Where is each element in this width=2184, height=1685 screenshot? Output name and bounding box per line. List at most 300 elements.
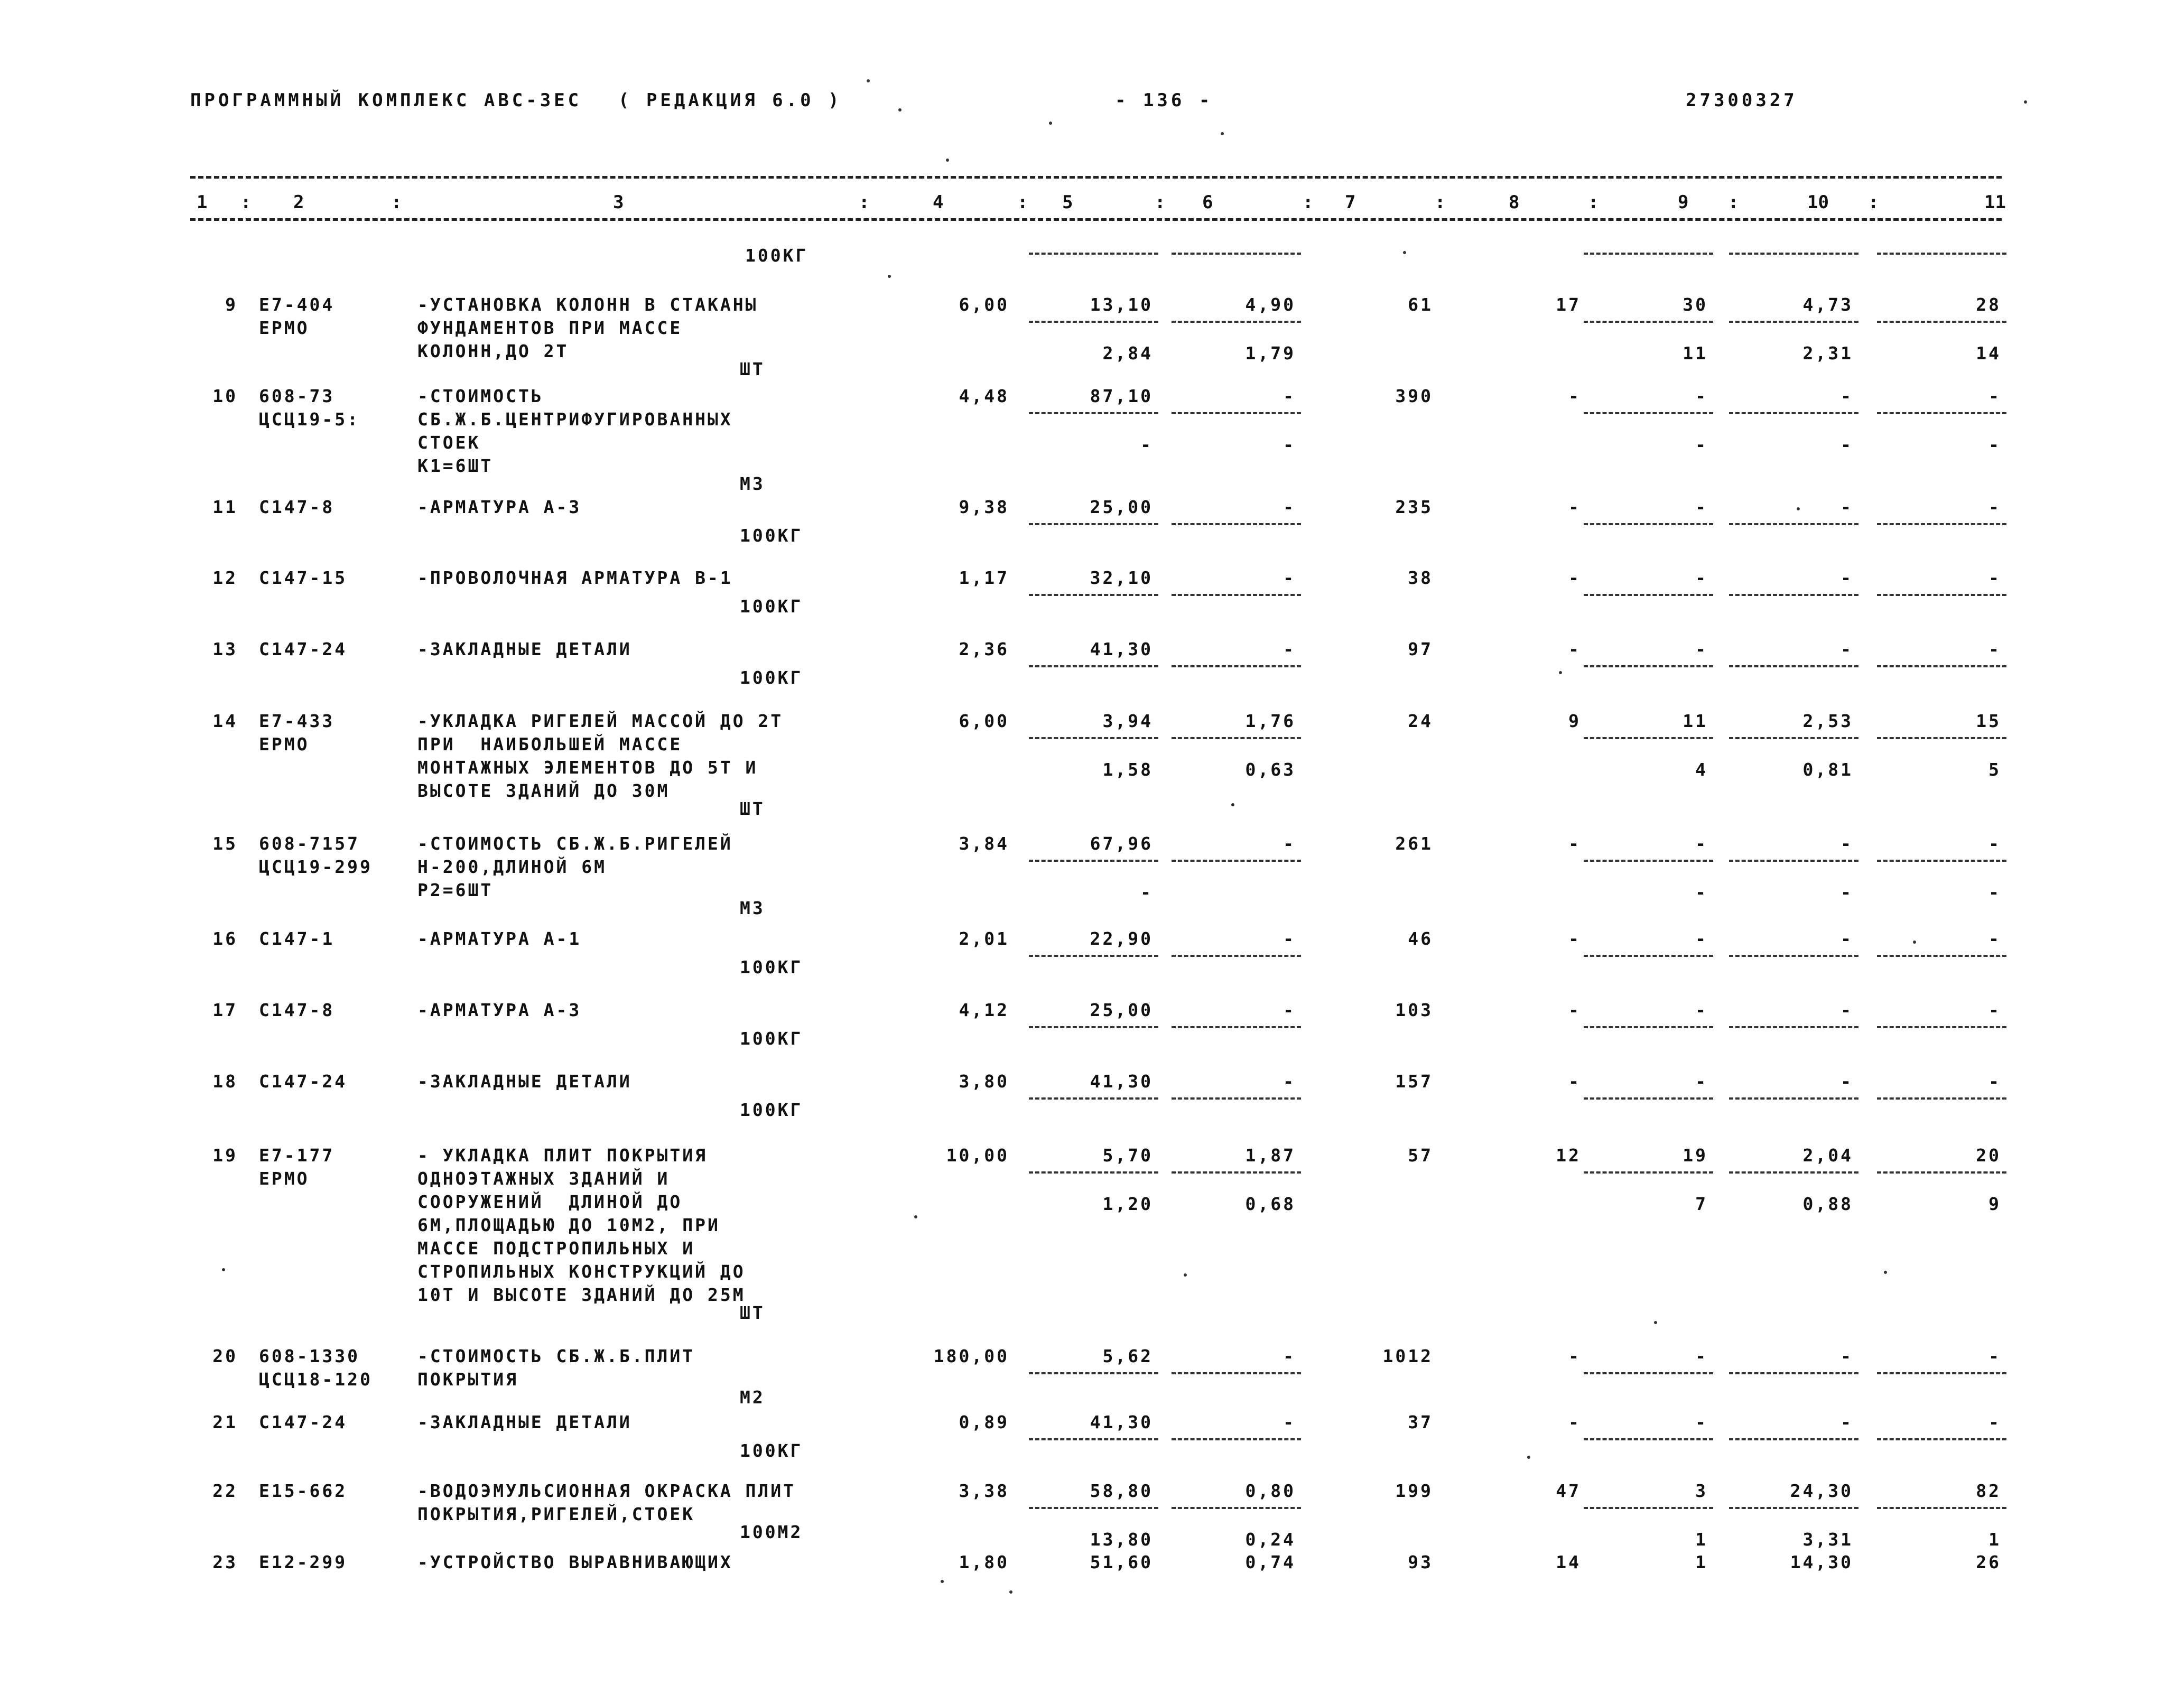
column-separator: : — [1303, 192, 1314, 213]
resource-code: С147-8 — [259, 497, 335, 517]
value-c11: 15 — [1976, 711, 2001, 731]
value-c6: - — [1283, 1412, 1296, 1432]
work-description: 10Т И ВЫСОТЕ ЗДАНИЙ ДО 25М — [417, 1284, 746, 1305]
cell-rule — [1877, 665, 2006, 667]
value-c10-sub: 0,88 — [1802, 1194, 1853, 1214]
cell-rule — [1172, 1026, 1301, 1028]
quantity: 3,84 — [959, 833, 1009, 854]
total-c7: 46 — [1408, 928, 1433, 949]
column-separator: : — [1017, 192, 1028, 213]
value-c6: - — [1283, 1000, 1296, 1020]
cell-rule — [1877, 321, 2006, 323]
resource-code: ЦСЦ18-120 — [259, 1369, 373, 1390]
value-c6: 0,80 — [1245, 1481, 1296, 1501]
cell-rule — [1877, 412, 2006, 414]
quantity: 4,12 — [959, 1000, 1009, 1020]
quantity: 6,00 — [959, 294, 1009, 315]
cell-rule — [1729, 955, 1858, 957]
column-number-5: 5 — [1062, 192, 1073, 213]
quantity: 2,36 — [959, 639, 1009, 659]
cell-rule — [1729, 1171, 1858, 1174]
resource-code: Е7-177 — [259, 1145, 335, 1166]
scan-speck — [1559, 671, 1562, 674]
total-c7: 97 — [1408, 639, 1433, 659]
total-c7: 38 — [1408, 567, 1433, 588]
cell-rule — [1172, 412, 1301, 414]
value-c8: - — [1568, 1000, 1581, 1020]
total-c7: 235 — [1395, 497, 1433, 517]
value-c10-sub: - — [1841, 882, 1853, 902]
cell-rule — [1172, 253, 1301, 255]
row-number: 17 — [212, 1000, 238, 1020]
value-c11: 82 — [1976, 1481, 2001, 1501]
cell-rule — [1029, 665, 1158, 667]
work-description: СБ.Ж.Б.ЦЕНТРИФУГИРОВАННЫХ — [417, 409, 733, 430]
unit: 100КГ — [740, 1100, 803, 1120]
value-c9-sub: 7 — [1695, 1194, 1708, 1214]
column-separator: : — [391, 192, 402, 213]
scan-speck — [1654, 1321, 1657, 1324]
unit: ШТ — [740, 1302, 765, 1323]
resource-code: С147-8 — [259, 1000, 335, 1020]
value-c8: - — [1568, 1412, 1581, 1432]
cell-rule — [1877, 860, 2006, 862]
quantity: 6,00 — [959, 711, 1009, 731]
total-c7: 61 — [1408, 294, 1433, 315]
scan-speck — [1403, 251, 1406, 254]
cell-rule — [1584, 737, 1713, 739]
value-c9: - — [1695, 1412, 1708, 1432]
value-c6-sub: - — [1283, 434, 1296, 455]
cell-rule — [1172, 860, 1301, 862]
value-c5-sub: - — [1140, 434, 1153, 455]
value-c10: 2,53 — [1802, 711, 1853, 731]
value-c10-sub: 3,31 — [1802, 1529, 1853, 1550]
cell-rule — [1877, 523, 2006, 525]
value-c8: - — [1568, 567, 1581, 588]
total-c7: 93 — [1408, 1552, 1433, 1572]
cell-rule — [1729, 523, 1858, 525]
cell-rule — [1029, 1097, 1158, 1100]
cell-rule — [1729, 594, 1858, 596]
resource-code: ЕРМО — [259, 318, 310, 338]
value-c10: - — [1841, 497, 1853, 517]
cell-rule — [1172, 1438, 1301, 1440]
row-number: 10 — [212, 386, 238, 406]
resource-code: С147-24 — [259, 639, 348, 659]
work-description: СТОЕК — [417, 432, 481, 453]
column-number-2: 2 — [293, 192, 304, 213]
value-c9: 3 — [1695, 1481, 1708, 1501]
scan-speck — [1884, 1271, 1887, 1274]
cell-rule — [1877, 1026, 2006, 1028]
cell-rule — [1029, 253, 1158, 255]
cell-rule — [1584, 1026, 1713, 1028]
value-c8: - — [1568, 1346, 1581, 1366]
value-c5: 32,10 — [1090, 567, 1153, 588]
cell-rule — [1584, 1507, 1713, 1509]
cell-rule — [1877, 1097, 2006, 1100]
column-separator: : — [1435, 192, 1446, 213]
cell-rule — [1584, 594, 1713, 596]
value-c10-sub: - — [1841, 434, 1853, 455]
value-c5: 41,30 — [1090, 1412, 1153, 1432]
cell-rule — [1729, 860, 1858, 862]
quantity: 4,48 — [959, 386, 1009, 406]
scan-speck — [1009, 1590, 1012, 1594]
cell-rule — [1172, 594, 1301, 596]
column-separator: : — [1868, 192, 1879, 213]
work-description: СТРОПИЛЬНЫХ КОНСТРУКЦИЙ ДО — [417, 1261, 746, 1282]
value-c8: - — [1568, 928, 1581, 949]
value-c11: - — [1988, 386, 2001, 406]
work-description: ПРИ НАИБОЛЬШЕЙ МАССЕ — [417, 734, 683, 755]
row-number: 9 — [225, 294, 238, 315]
value-c5: 41,30 — [1090, 1071, 1153, 1092]
work-description: -УКЛАДКА РИГЕЛЕЙ МАССОЙ ДО 2Т — [417, 711, 784, 731]
column-number-6: 6 — [1202, 192, 1213, 213]
cell-rule — [1584, 412, 1713, 414]
cell-rule — [1584, 1171, 1713, 1174]
work-description: КОЛОНН,ДО 2Т — [417, 341, 569, 361]
value-c9: 19 — [1683, 1145, 1708, 1166]
resource-code: Е7-404 — [259, 294, 335, 315]
total-c7: 157 — [1395, 1071, 1433, 1092]
scan-speck — [222, 1268, 225, 1271]
cell-rule — [1877, 1507, 2006, 1509]
cell-rule — [1729, 665, 1858, 667]
value-c5: 22,90 — [1090, 928, 1153, 949]
resource-code: ЕРМО — [259, 734, 310, 755]
value-c9-sub: 1 — [1695, 1529, 1708, 1550]
value-c11: - — [1988, 1071, 2001, 1092]
row-number: 11 — [212, 497, 238, 517]
value-c5: 25,00 — [1090, 497, 1153, 517]
scan-speck — [898, 108, 902, 111]
row-number: 12 — [212, 567, 238, 588]
cell-rule — [1877, 594, 2006, 596]
value-c8: 12 — [1556, 1145, 1581, 1166]
column-number-4: 4 — [933, 192, 944, 213]
quantity: 9,38 — [959, 497, 1009, 517]
cell-rule — [1029, 1372, 1158, 1374]
total-c7: 390 — [1395, 386, 1433, 406]
cell-rule — [1877, 1438, 2006, 1440]
value-c11: 28 — [1976, 294, 2001, 315]
header-rule-top — [190, 176, 2002, 179]
value-c9: - — [1695, 386, 1708, 406]
row-number: 22 — [212, 1481, 238, 1501]
value-c6: 1,87 — [1245, 1145, 1296, 1166]
value-c5: 51,60 — [1090, 1552, 1153, 1572]
column-separator: : — [1155, 192, 1166, 213]
resource-code: ЕРМО — [259, 1168, 310, 1189]
cell-rule — [1729, 1438, 1858, 1440]
value-c10: - — [1841, 1346, 1853, 1366]
quantity: 3,80 — [959, 1071, 1009, 1092]
value-c8: 14 — [1556, 1552, 1581, 1572]
work-description: ФУНДАМЕНТОВ ПРИ МАССЕ — [417, 318, 683, 338]
value-c10: 14,30 — [1790, 1552, 1853, 1572]
resource-code: ЦСЦ19-5: — [259, 409, 360, 430]
row-number: 15 — [212, 833, 238, 854]
row-number: 20 — [212, 1346, 238, 1366]
value-c8: - — [1568, 386, 1581, 406]
value-c6: 1,76 — [1245, 711, 1296, 731]
row-number: 19 — [212, 1145, 238, 1166]
cell-rule — [1584, 860, 1713, 862]
column-number-7: 7 — [1345, 192, 1356, 213]
cell-rule — [1584, 321, 1713, 323]
scan-speck — [1049, 122, 1052, 125]
resource-code: 608-7157 — [259, 833, 360, 854]
value-c10: - — [1841, 833, 1853, 854]
row-number: 23 — [212, 1552, 238, 1572]
cell-rule — [1877, 1372, 2006, 1374]
quantity: 1,17 — [959, 567, 1009, 588]
cell-rule — [1029, 860, 1158, 862]
cell-rule — [1877, 253, 2006, 255]
value-c5: 87,10 — [1090, 386, 1153, 406]
cell-rule — [1029, 594, 1158, 596]
cell-rule — [1729, 1372, 1858, 1374]
resource-code: С147-24 — [259, 1412, 348, 1432]
scan-speck — [888, 275, 891, 278]
cell-rule — [1729, 737, 1858, 739]
unit: М3 — [740, 473, 765, 494]
value-c9: - — [1695, 1000, 1708, 1020]
scan-speck — [1913, 941, 1916, 944]
cell-rule — [1029, 321, 1158, 323]
resource-code: С147-1 — [259, 928, 335, 949]
column-number-9: 9 — [1678, 192, 1689, 213]
value-c11: - — [1988, 497, 2001, 517]
cell-rule — [1729, 412, 1858, 414]
scan-speck — [1527, 1456, 1530, 1459]
value-c6-sub: 0,68 — [1245, 1194, 1296, 1214]
work-description: -АРМАТУРА А-3 — [417, 497, 582, 517]
value-c11-sub: 5 — [1988, 759, 2001, 780]
cell-rule — [1584, 1097, 1713, 1100]
resource-code: Е12-299 — [259, 1552, 348, 1572]
value-c8: 9 — [1568, 711, 1581, 731]
cell-rule — [1029, 1171, 1158, 1174]
cell-rule — [1584, 665, 1713, 667]
cell-rule — [1172, 523, 1301, 525]
cell-rule — [1584, 955, 1713, 957]
row-number: 14 — [212, 711, 238, 731]
resource-code: С147-24 — [259, 1071, 348, 1092]
value-c5: 13,10 — [1090, 294, 1153, 315]
work-description: ВЫСОТЕ ЗДАНИЙ ДО 30М — [417, 780, 670, 801]
value-c8: 17 — [1556, 294, 1581, 315]
value-c11-sub: 14 — [1976, 343, 2001, 364]
total-c7: 199 — [1395, 1481, 1433, 1501]
value-c11: - — [1988, 567, 2001, 588]
column-number-10: 10 — [1807, 192, 1829, 213]
cell-rule — [1172, 737, 1301, 739]
unit: ШТ — [740, 798, 765, 819]
row-number: 16 — [212, 928, 238, 949]
unit: 100КГ — [740, 1028, 803, 1049]
work-description: -СТОИМОСТЬ СБ.Ж.Б.РИГЕЛЕЙ — [417, 833, 733, 854]
resource-code: Е15-662 — [259, 1481, 348, 1501]
value-c5: 41,30 — [1090, 639, 1153, 659]
total-c7: 103 — [1395, 1000, 1433, 1020]
value-c5: 5,70 — [1102, 1145, 1153, 1166]
value-c9: - — [1695, 497, 1708, 517]
value-c5: 5,62 — [1102, 1346, 1153, 1366]
value-c10: - — [1841, 567, 1853, 588]
resource-code: ЦСЦ19-299 — [259, 857, 373, 877]
work-description: -ЗАКЛАДНЫЕ ДЕТАЛИ — [417, 1412, 632, 1432]
cell-rule — [1584, 523, 1713, 525]
quantity: 180,00 — [933, 1346, 1009, 1366]
work-description: -ЗАКЛАДНЫЕ ДЕТАЛИ — [417, 639, 632, 659]
value-c11: - — [1988, 1000, 2001, 1020]
column-separator: : — [859, 192, 870, 213]
work-description: МОНТАЖНЫХ ЭЛЕМЕНТОВ ДО 5Т И — [417, 757, 758, 778]
work-description: МАССЕ ПОДСТРОПИЛЬНЫХ И — [417, 1238, 695, 1259]
value-c11: 26 — [1976, 1552, 2001, 1572]
value-c10: - — [1841, 1000, 1853, 1020]
value-c10: 2,04 — [1802, 1145, 1853, 1166]
value-c8: - — [1568, 639, 1581, 659]
scan-speck — [914, 1215, 917, 1218]
unit: 100М2 — [740, 1522, 803, 1542]
value-c5-sub: 13,80 — [1090, 1529, 1153, 1550]
resource-code: 608-1330 — [259, 1346, 360, 1366]
program-title: ПРОГРАММНЫЙ КОМПЛЕКС АВС-3ЕС — [190, 90, 582, 111]
value-c6: - — [1283, 497, 1296, 517]
resource-code: С147-15 — [259, 567, 348, 588]
value-c10: 24,30 — [1790, 1481, 1853, 1501]
total-c7: 261 — [1395, 833, 1433, 854]
value-c11: 20 — [1976, 1145, 2001, 1166]
scan-speck — [1184, 1273, 1187, 1277]
value-c5-sub: 1,20 — [1102, 1194, 1153, 1214]
work-description: ОДНОЭТАЖНЫХ ЗДАНИЙ И — [417, 1168, 670, 1189]
cell-rule — [1172, 321, 1301, 323]
scan-speck — [946, 159, 949, 162]
row-number: 21 — [212, 1412, 238, 1432]
cell-rule — [1584, 1372, 1713, 1374]
value-c9-sub: 4 — [1695, 759, 1708, 780]
unit: 100КГ — [740, 596, 803, 617]
edition-label: ( РЕДАКЦИЯ 6.0 ) — [618, 90, 842, 111]
value-c10-sub: 2,31 — [1802, 343, 1853, 364]
work-description: ПОКРЫТИЯ — [417, 1369, 518, 1390]
cell-rule — [1029, 1507, 1158, 1509]
work-description: 6М,ПЛОЩАДЬЮ ДО 10М2, ПРИ — [417, 1215, 720, 1235]
cell-rule — [1029, 955, 1158, 957]
value-c9: - — [1695, 1071, 1708, 1092]
value-c5-sub: - — [1140, 882, 1153, 902]
value-c10: - — [1841, 1412, 1853, 1432]
work-description: К1=6ШТ — [417, 455, 494, 476]
work-description: -СТОИМОСТЬ — [417, 386, 544, 406]
value-c5: 58,80 — [1090, 1481, 1153, 1501]
total-c7: 24 — [1408, 711, 1433, 731]
work-description: Р2=6ШТ — [417, 880, 494, 900]
scan-speck — [1221, 132, 1224, 135]
resource-code: 608-73 — [259, 386, 335, 406]
value-c8: - — [1568, 1071, 1581, 1092]
value-c5-sub: 2,84 — [1102, 343, 1153, 364]
value-c9: 1 — [1695, 1552, 1708, 1572]
value-c8: 47 — [1556, 1481, 1581, 1501]
cell-rule — [1172, 665, 1301, 667]
value-c6: - — [1283, 1071, 1296, 1092]
unit: 100КГ — [740, 525, 803, 546]
value-c11: - — [1988, 1412, 2001, 1432]
cell-rule — [1729, 1507, 1858, 1509]
value-c9-sub: 11 — [1683, 343, 1708, 364]
value-c5: 25,00 — [1090, 1000, 1153, 1020]
value-c10: 4,73 — [1802, 294, 1853, 315]
work-description: -УСТАНОВКА КОЛОНН В СТАКАНЫ — [417, 294, 758, 315]
value-c9: - — [1695, 833, 1708, 854]
column-number-8: 8 — [1509, 192, 1520, 213]
cell-rule — [1729, 1026, 1858, 1028]
cell-rule — [1729, 253, 1858, 255]
page-number: - 136 - — [1115, 90, 1213, 111]
row-number: 13 — [212, 639, 238, 659]
value-c11-sub: - — [1988, 434, 2001, 455]
value-c5: 3,94 — [1102, 711, 1153, 731]
scan-speck — [1231, 803, 1234, 806]
unit-label: 100КГ — [745, 245, 808, 266]
value-c6: 0,74 — [1245, 1552, 1296, 1572]
value-c11: - — [1988, 928, 2001, 949]
cell-rule — [1172, 955, 1301, 957]
cell-rule — [1172, 1097, 1301, 1100]
value-c9: - — [1695, 567, 1708, 588]
unit: М3 — [740, 898, 765, 918]
value-c6: 4,90 — [1245, 294, 1296, 315]
work-description: -УСТРОЙСТВО ВЫРАВНИВАЮЩИХ — [417, 1552, 733, 1572]
total-c7: 1012 — [1382, 1346, 1433, 1366]
value-c11-sub: - — [1988, 882, 2001, 902]
value-c11-sub: 1 — [1988, 1529, 2001, 1550]
cell-rule — [1172, 1171, 1301, 1174]
work-description: -СТОИМОСТЬ СБ.Ж.Б.ПЛИТ — [417, 1346, 695, 1366]
value-c11: - — [1988, 833, 2001, 854]
cell-rule — [1029, 412, 1158, 414]
cell-rule — [1029, 1026, 1158, 1028]
cell-rule — [1729, 1097, 1858, 1100]
value-c6: - — [1283, 928, 1296, 949]
column-number-1: 1 — [197, 192, 208, 213]
column-separator: : — [1588, 192, 1599, 213]
value-c10: - — [1841, 928, 1853, 949]
cell-rule — [1029, 1438, 1158, 1440]
cell-rule — [1029, 523, 1158, 525]
row-number: 18 — [212, 1071, 238, 1092]
work-description: СООРУЖЕНИЙ ДЛИНОЙ ДО — [417, 1191, 683, 1212]
value-c10: - — [1841, 639, 1853, 659]
value-c10-sub: 0,81 — [1802, 759, 1853, 780]
work-description: -ВОДОЭМУЛЬСИОННАЯ ОКРАСКА ПЛИТ — [417, 1481, 796, 1501]
quantity: 1,80 — [959, 1552, 1009, 1572]
value-c6-sub: 1,79 — [1245, 343, 1296, 364]
work-description: -АРМАТУРА А-3 — [417, 1000, 582, 1020]
work-description: ПОКРЫТИЯ,РИГЕЛЕЙ,СТОЕК — [417, 1504, 695, 1524]
value-c6: - — [1283, 833, 1296, 854]
cell-rule — [1877, 955, 2006, 957]
value-c11: - — [1988, 1346, 2001, 1366]
cell-rule — [1584, 1438, 1713, 1440]
